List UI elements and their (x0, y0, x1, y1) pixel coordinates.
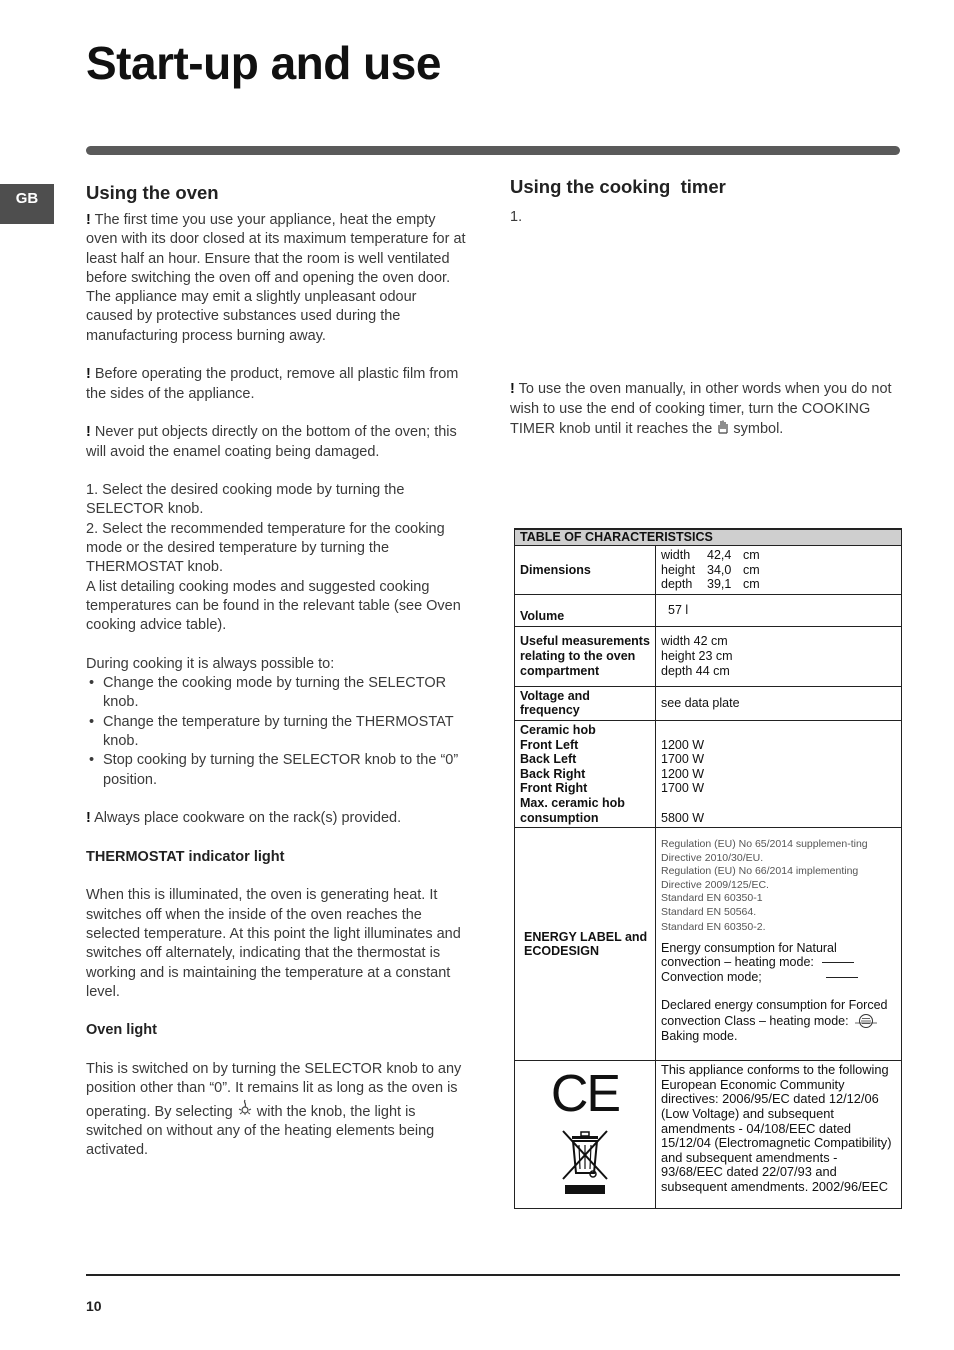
language-tab: GB (0, 184, 54, 224)
weee-bin-icon (520, 1127, 650, 1201)
useful-measurements-values (656, 626, 902, 686)
dimensions-values (656, 546, 902, 595)
timer-step-1: 1. (510, 209, 523, 225)
hob-value: 1200 W (661, 737, 705, 752)
table-row (515, 686, 902, 720)
warning-mark: ! (86, 212, 91, 228)
thermostat-heading: THERMOSTAT indicator light (86, 848, 285, 865)
dim-unit: cm (743, 562, 760, 577)
declared-energy: Declared energy consumption for Forced convection Class – heating mode: Baking mode. (661, 998, 888, 1043)
list-item: • Stop cooking by turning the SELECTOR knob to the “0” position. (86, 751, 466, 790)
hob-label: Back Left (520, 752, 577, 767)
warning-text: Before operating the product, remove all plastic film from the sides of the appliance. (86, 366, 459, 402)
footer-divider (86, 1274, 900, 1276)
ce-weee-symbols (515, 1061, 656, 1209)
thermostat-text: When this is illuminated, the oven is generating heat. It switches off when the inside of the oven reaches the selected temperature. At this point the light illuminates and switches off alternately, indicating that the thermostat is working and is maintaining the temperature at a constant level. (86, 887, 461, 1000)
ce-mark-icon: CE (550, 1065, 620, 1124)
value-line (826, 977, 858, 978)
hob-value: 1700 W (661, 752, 705, 767)
warning-mark: ! (510, 381, 515, 398)
characteristics-table (514, 528, 902, 1209)
voltage-label: Voltage and frequency (515, 686, 656, 720)
warning-mark: ! (86, 366, 91, 383)
manual-use-note: ! To use the oven manually, in other words when you do not wish to use the end of cooking timer, turn the COOKING TIMER knob until it reaches the symbol. (510, 380, 902, 439)
table-row (515, 594, 902, 626)
section-heading-using-oven: Using the oven (86, 182, 219, 203)
hob-value: 1200 W (661, 766, 705, 781)
hob-label: Front Right (520, 781, 588, 796)
ceramic-hob-labels (515, 720, 656, 827)
table-row (515, 626, 902, 686)
warning-cookware (86, 809, 466, 828)
during-cooking-intro: During cooking it is always possible to: (86, 655, 335, 672)
oven-light-icon (237, 1099, 253, 1122)
useful-measurements-label: Useful measurements relating to the oven compartment (515, 626, 656, 686)
hob-label: Back Right (520, 766, 586, 781)
regulation: Regulation (EU) No 65/2014 supplemen-ting Directive 2010/30/EU. (661, 838, 868, 864)
voltage-value: see data plate (656, 686, 902, 720)
warning-text: Always place cookware on the rack(s) provided. (94, 810, 402, 827)
warning-oven-bottom (86, 423, 466, 462)
dimensions-label: Dimensions (515, 546, 656, 595)
conformity-text: This appliance conforms to the following European Economic Community directives: 2006/95/EC dated 12/12/06 (Low Voltage) and subsequent amendments - 04/108/EEC dated 15/12/04 (Electromagnetic Compatibility) and subsequent amendments - 93/68/EEC dated 22/07/93 and subsequent amendments. 2002/96/EEC (656, 1061, 902, 1209)
baking-mode-icon (852, 1014, 880, 1028)
dim-name: width (661, 548, 691, 562)
using-the-oven-section (86, 180, 466, 1161)
table-header: TABLE OF CHARACTERISTSICS (515, 529, 902, 546)
title-divider (86, 146, 900, 155)
table-row (515, 546, 902, 595)
hob-label: Ceramic hob (520, 722, 596, 737)
cooking-timer-section (510, 174, 902, 439)
dim-name: depth (661, 577, 693, 592)
measurement: depth 44 cm (661, 663, 730, 678)
regulation: Standard EN 60350-2. (661, 921, 766, 934)
table-row (515, 1061, 902, 1209)
section-heading-cooking-timer: Using the cooking timer (510, 176, 726, 197)
warning-mark: ! (86, 810, 91, 827)
energy-natural-convection: Energy consumption for Natural convection – heating mode: (661, 941, 896, 970)
oven-light-heading: Oven light (86, 1022, 157, 1039)
value-line (822, 962, 854, 963)
warning-first-use (86, 211, 466, 346)
dim-unit: cm (743, 548, 760, 562)
step-2: 2. Select the recommended temperature for the cooking mode or the desired temperature by turning the THERMOSTAT knob. (86, 520, 445, 576)
during-cooking-list (86, 674, 466, 790)
dim-name: height (661, 562, 696, 577)
warning-plastic-film (86, 365, 466, 404)
regulation: Regulation (EU) No 66/2014 implementing Directive 2009/125/EC. (661, 865, 859, 891)
energy-label: ENERGY LABEL and ECODESIGN (515, 828, 656, 1061)
regulation: Standard EN 50564. (661, 905, 757, 918)
page-title: Start-up and use (86, 37, 441, 89)
energy-values (656, 828, 902, 1061)
warning-text: Never put objects directly on the bottom of the oven; this will avoid the enamel coating being damaged. (86, 424, 457, 460)
hob-label: Front Left (520, 737, 579, 752)
cooking-modes-note: A list detailing cooking modes and suggested cooking temperatures can be found in the relevant table (see Oven cooking advice table). (86, 578, 461, 634)
dim-value: 34,0 (707, 562, 732, 577)
page-number: 10 (86, 1298, 102, 1314)
oven-light-text: This is switched on by turning the SELECTOR knob to any position other than “0”. It remains lit as long as the oven is operating. By selecting with the knob, the light is switched on without any of the heating elements being activated. (86, 1061, 462, 1159)
measurement: height 23 cm (661, 648, 733, 663)
table-row (515, 828, 902, 1061)
dim-value: 39,1 (707, 577, 732, 592)
measurement: width 42 cm (661, 634, 728, 649)
warning-text: The first time you use your appliance, heat the empty oven with its door closed at its maximum temperature for at least half an hour. Ensure that the room is well ventilated before switching the oven off and opening the oven door. The appliance may emit a slightly unpleasant odour caused by protective substances used during the manufacturing process burning away. (86, 212, 466, 344)
warning-mark: ! (86, 424, 91, 441)
hob-label: Max. ceramic hob consumption (520, 795, 625, 825)
regulation: Standard EN 60350-1 (661, 892, 763, 905)
step-1: 1. Select the desired cooking mode by turning the SELECTOR knob. (86, 482, 405, 518)
hand-icon (716, 419, 729, 439)
list-item: • Change the temperature by turning the THERMOSTAT knob. (86, 713, 466, 752)
table-row (515, 720, 902, 827)
volume-value: 57 l (656, 594, 902, 626)
hob-value: 5800 W (661, 810, 705, 825)
dim-value: 42,4 (707, 548, 732, 562)
volume-label: Volume (515, 594, 656, 626)
dim-unit: cm (743, 577, 760, 592)
convection-mode: Convection mode; (661, 970, 896, 985)
hob-value: 1700 W (661, 781, 705, 796)
list-item: • Change the cooking mode by turning the SELECTOR knob. (86, 674, 466, 713)
ceramic-hob-values (656, 720, 902, 827)
